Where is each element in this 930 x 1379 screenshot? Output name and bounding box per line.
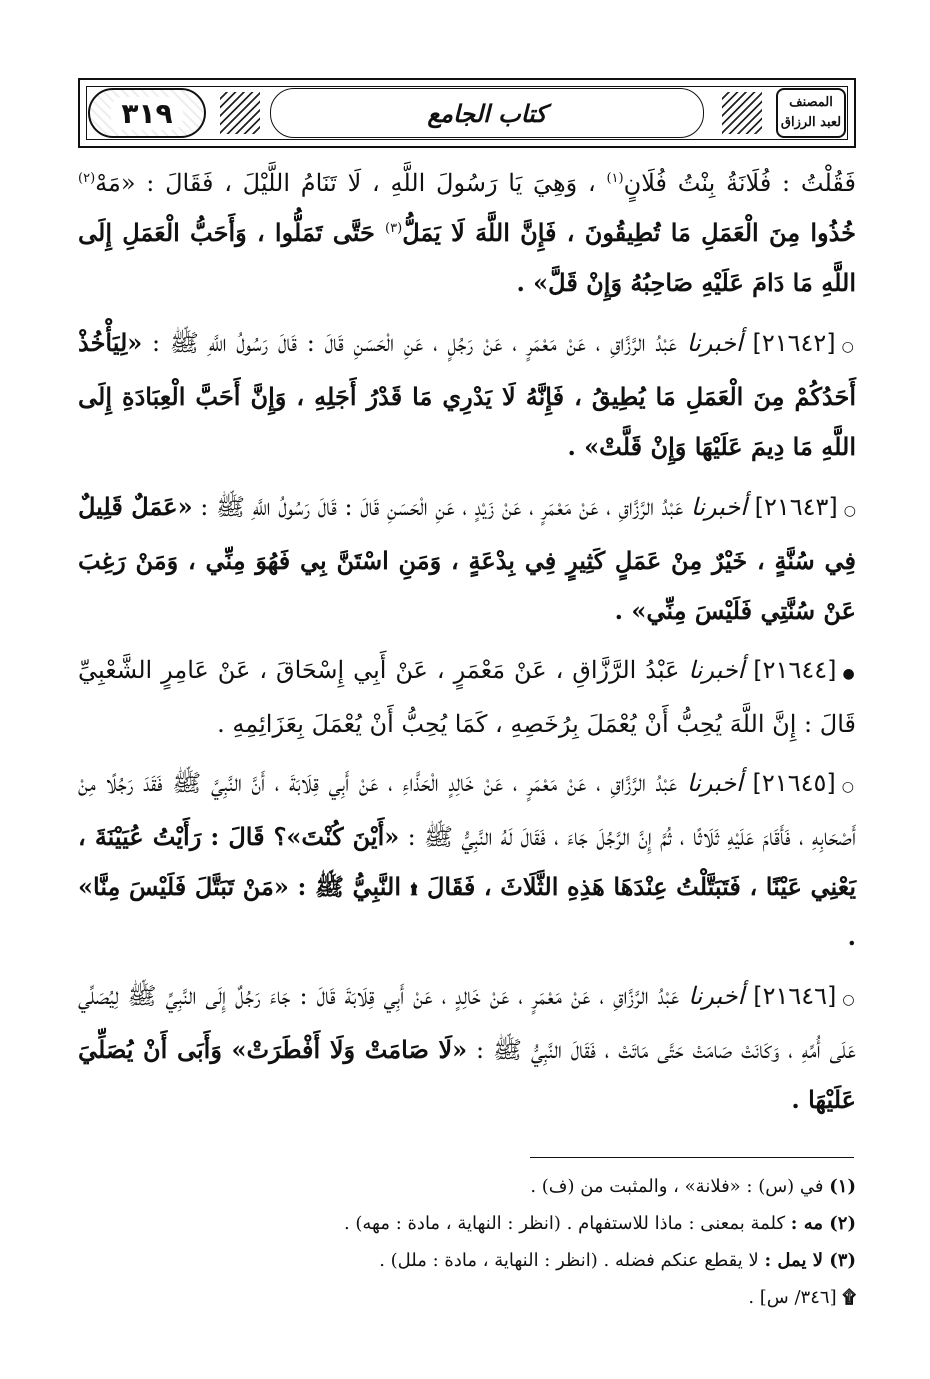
intro-paragraph bbox=[78, 158, 856, 308]
hadith-isnad: عَبْدُ الرَّزَّاقِ ، عَنْ مَعْمَرٍ ، عَنْ رَجُلٍ ، عَنِ الْحَسَنِ قَالَ : قَالَ رَسُولُ اللَّهِ ﷺ : bbox=[142, 329, 687, 357]
footnote-text: لا يقطع عنكم فضله . (انظر : النهاية ، مادة : ملل) . bbox=[379, 1250, 765, 1271]
hadith-paragraph bbox=[78, 646, 856, 749]
hadith-isnad: عَبْدُ الرَّزَّاقِ ، عَنْ مَعْمَرٍ ، عَنْ خَالِدٍ الْحَذَّاءِ ، عَنْ أَبِي قِلَابَةَ ، أَنَّ النَّبِيَّ ﷺ فَقَدَ رَجُلًا مِنْ أَصْحَابِهِ ، فَأَقَامَ عَلَيْهِ ثَلَاثًا ، ثُمَّ إِنَّ الرَّجُلَ جَاءَ ، فَقَالَ لَهُ النَّبِيُّ ﷺ : bbox=[78, 769, 857, 851]
logo-line-1: المصنف bbox=[789, 95, 833, 110]
hadith-matn: «عَمَلٌ قَلِيلٌ فِي سُنَّةٍ ، خَيْرٌ مِنْ عَمَلٍ كَثِيرٍ فِي بِدْعَةٍ ، وَمَنِ اسْتَنَّ بِي فَهُوَ مِنِّي ، وَمَنْ رَغِبَ عَنْ سُنَّتِي فَلَيْسَ مِنِّي» . bbox=[78, 492, 856, 625]
hadith-marker: ○ bbox=[841, 339, 856, 355]
hadith-number: [٢١٦٤٥] bbox=[752, 769, 836, 797]
hadith-matn: «لَا صَامَتْ وَلَا أَفْطَرَتْ» وَأَبَى أَنْ يُصَلِّيَ عَلَيْهَا . bbox=[78, 1035, 856, 1114]
footnote-label: ۩ bbox=[842, 1287, 856, 1308]
hadith-paragraph bbox=[78, 318, 856, 472]
book-title: كتاب الجامع bbox=[270, 88, 704, 138]
hadith-paragraph bbox=[78, 972, 856, 1125]
hadith-isnad: عَبْدُ الرَّزَّاقِ ، عَنْ مَعْمَرٍ ، عَنْ خَالِدٍ ، عَنْ أَبِي قِلَابَةَ قَالَ : جَاءَ رَجُلٌ إِلَى النَّبِيِّ ﷺ لِيُصَلِّي عَلَى أُمِّهِ ، وَكَانَتْ صَامَتْ حَتَّى مَاتَتْ ، فَقَالَ النَّبِيُّ ﷺ : bbox=[78, 982, 856, 1064]
footnote-ref-1: (١) bbox=[606, 171, 624, 186]
intro-text-a: فَقُلْتُ : فُلَانَةُ بِنْتُ فُلَانٍ bbox=[623, 169, 856, 197]
page-number: ٣١٩ bbox=[111, 97, 182, 130]
footnote bbox=[78, 1205, 856, 1242]
hadith-number: [٢١٦٤٤] bbox=[753, 656, 837, 684]
hadith-matn: «أَيْنَ كُنْتَ»؟ قَالَ : رَأَيْتُ عُيَيْنَةَ ، يَعْنِي عَيْنًا ، فَتَبَتَّلْتُ عِنْدَهَا هَذِهِ الثَّلَاثَ ، فَقَالَ ۩ النَّبِيُّ ﷺ : «مَنْ تَبَتَّلَ فَلَيْسَ مِنَّا» . bbox=[78, 822, 856, 951]
footnote-divider bbox=[530, 1157, 854, 1158]
page-header bbox=[78, 78, 856, 148]
header-ornament-right bbox=[722, 92, 762, 134]
hadith-number: [٢١٦٤٦] bbox=[753, 982, 837, 1010]
hadith-number: [٢١٦٤٢] bbox=[752, 329, 836, 357]
footnote bbox=[78, 1242, 856, 1279]
logo-line-2: لعبد الرزاق bbox=[780, 115, 842, 130]
akhbarana-label: أخبرنا bbox=[690, 493, 747, 521]
hadith-number: [٢١٦٤٣] bbox=[754, 493, 838, 521]
hadith-marker: ○ bbox=[843, 503, 857, 519]
footnote bbox=[78, 1168, 856, 1205]
footnote-text: كلمة بمعنى : ماذا للاستفهام . (انظر : النهاية ، مادة : مهه) . bbox=[343, 1213, 791, 1234]
book-logo bbox=[776, 88, 846, 138]
hadith-isnad: عَبْدُ الرَّزَّاقِ ، عَنْ مَعْمَرٍ ، عَنْ أَبِي إِسْحَاقَ ، عَنْ عَامِرٍ الشَّعْبِيِّ قَالَ : إِنَّ اللَّهَ يُحِبُّ أَنْ يُعْمَلَ بِرُخَصِهِ ، كَمَا يُحِبُّ أَنْ يُعْمَلَ بِعَزَائِمِهِ . bbox=[78, 656, 856, 738]
main-text bbox=[78, 158, 856, 1135]
footnotes bbox=[78, 1168, 856, 1316]
intro-text-b: ، وَهِيَ يَا رَسُولَ اللَّهِ ، لَا تَنَامُ اللَّيْلَ ، فَقَالَ : «مَهْ bbox=[95, 169, 607, 197]
akhbarana-label: أخبرنا bbox=[686, 769, 743, 797]
hadith-matn: «لِيَأْخُذْ أَحَدُكُمْ مِنَ الْعَمَلِ مَا يُطِيقُ ، فَإِنَّهُ لَا يَدْرِي مَا قَدْرُ أَجَلِهِ ، وَإِنَّ أَحَبَّ الْعِبَادَةِ إِلَى اللَّهِ مَا دِيمَ عَلَيْهَا وَإِنْ قَلَّتْ» . bbox=[78, 328, 856, 461]
hadith-paragraph bbox=[78, 482, 856, 636]
hadith-isnad: عَبْدُ الرَّزَّاقِ ، عَنْ مَعْمَرٍ ، عَنْ زَيْدٍ ، عَنِ الْحَسَنِ قَالَ : قَالَ رَسُولُ اللَّهِ ﷺ : bbox=[192, 493, 691, 521]
hadith-marker: ○ bbox=[842, 992, 856, 1008]
footnote-ref-3: (٣) bbox=[385, 221, 403, 236]
akhbarana-label: أخبرنا bbox=[688, 982, 745, 1010]
hadith-paragraph bbox=[78, 759, 856, 962]
footnote-ref-2: (٢) bbox=[78, 171, 96, 186]
footnote-label: (٣) لا يمل : bbox=[764, 1250, 856, 1271]
akhbarana-label: أخبرنا bbox=[686, 329, 743, 357]
footnote-label: (٢) مه : bbox=[790, 1213, 856, 1234]
footnote-text: في (س) : «فلانة» ، والمثبت من (ف) . bbox=[530, 1176, 830, 1197]
akhbarana-label: أخبرنا bbox=[688, 656, 745, 684]
intro-text-c: خُذُوا مِنَ الْعَمَلِ مَا تُطِيقُونَ ، فَإِنَّ اللَّهَ لَا يَمَلُّ bbox=[402, 218, 857, 247]
hadith-marker: ● bbox=[842, 666, 856, 682]
footnote-label: (١) bbox=[829, 1176, 856, 1197]
header-ornament-left bbox=[220, 92, 260, 134]
footnote-text: [٣٤٦/ س] . bbox=[748, 1287, 843, 1308]
footnote bbox=[78, 1279, 856, 1316]
hadith-marker: ○ bbox=[841, 779, 856, 795]
page-number-frame bbox=[88, 88, 206, 138]
intro-text-d: حَتَّى تَمَلُّوا ، وَأَحَبُّ الْعَمَلِ إِلَى اللَّهِ مَا دَامَ عَلَيْهِ صَاحِبُهُ وَإِنْ قَلَّ» . bbox=[78, 218, 856, 297]
